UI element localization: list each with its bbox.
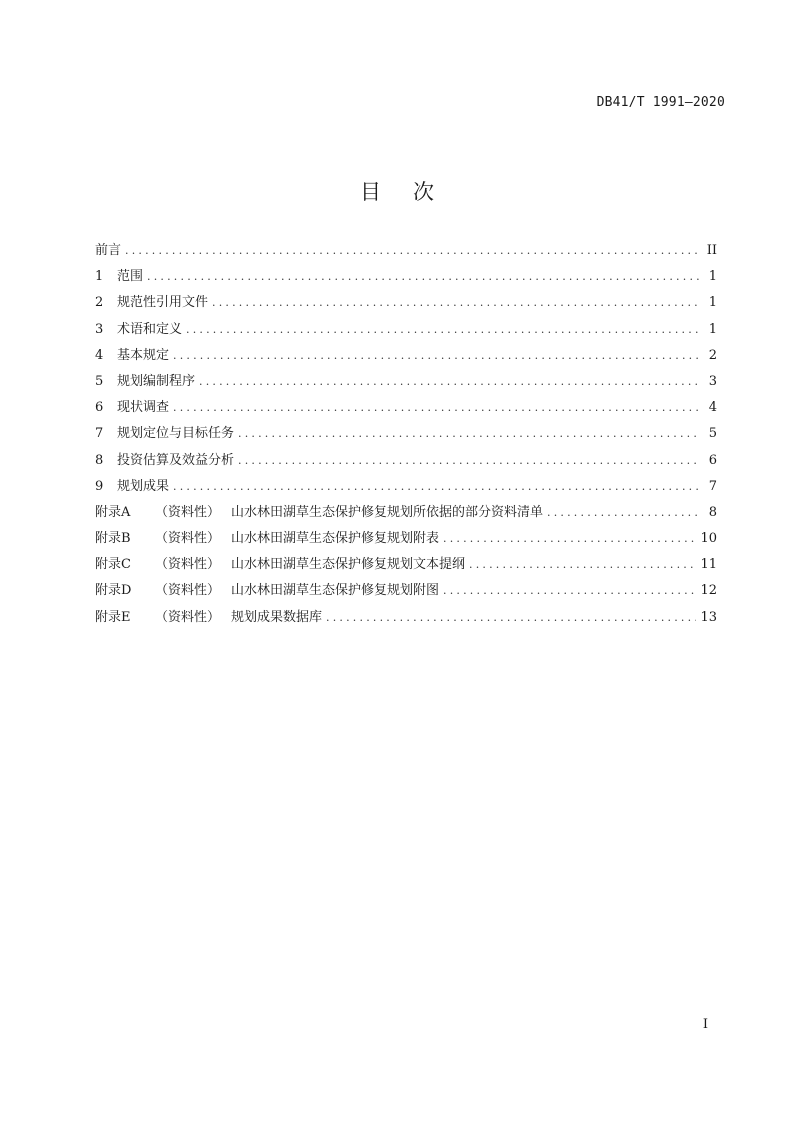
annex-type: （资料性） [155, 609, 221, 625]
toc-annex-a[interactable] [95, 501, 717, 527]
toc-leader-dots [238, 454, 699, 467]
toc-entry-page: 2 [708, 347, 717, 363]
toc-entry-label: 投资估算及效益分析 [117, 452, 235, 468]
toc-entry-8[interactable] [95, 449, 717, 475]
toc-entry-label: 前言 [95, 243, 122, 258]
toc-entry-label: 术语和定义 [117, 321, 183, 337]
toc-leader-dots [173, 401, 699, 414]
toc-leader-dots [547, 506, 699, 519]
toc-entry-number: 7 [95, 426, 104, 442]
annex-label: 山水林田湖草生态保护修复规划文本提纲 [231, 557, 466, 573]
annex-page: 12 [700, 583, 717, 599]
toc-entry-2[interactable] [95, 291, 717, 317]
toc-title-char-1: 目 [360, 180, 387, 204]
toc-annex-c[interactable] [95, 553, 717, 579]
toc-leader-dots [125, 244, 699, 257]
annex-id: 附录D [95, 583, 132, 599]
toc-entry-1[interactable] [95, 265, 717, 291]
toc-entry-page: 1 [708, 269, 717, 285]
toc-entry-page: 3 [708, 373, 717, 389]
annex-id: 附录C [95, 557, 131, 573]
annex-type: （资料性） [155, 557, 221, 573]
annex-label: 山水林田湖草生态保护修复规划附表 [231, 531, 440, 547]
toc-annex-b[interactable] [95, 527, 717, 553]
annex-label: 山水林田湖草生态保护修复规划所依据的部分资料清单 [231, 504, 544, 520]
toc-entry-label: 规划成果 [117, 478, 170, 494]
annex-type: （资料性） [155, 531, 221, 547]
toc-entry-page: 1 [708, 321, 717, 337]
annex-type: （资料性） [155, 583, 221, 599]
toc-leader-dots [238, 427, 699, 440]
toc-entry-label: 现状调查 [117, 400, 170, 416]
toc-entry-number: 1 [95, 269, 104, 285]
toc-title-char-2: 次 [413, 180, 440, 204]
annex-id: 附录B [95, 531, 131, 547]
annex-page: 11 [700, 557, 717, 573]
toc-entry-page: 1 [708, 295, 717, 311]
annex-label: 规划成果数据库 [231, 609, 323, 625]
toc-entry-7[interactable] [95, 422, 717, 448]
document-code: DB41/T 1991—2020 [596, 95, 725, 110]
annex-id: 附录A [95, 504, 131, 520]
annex-type: （资料性） [155, 504, 221, 520]
toc-entry-label: 规划定位与目标任务 [117, 426, 235, 442]
toc-entry-label: 范围 [117, 269, 144, 285]
toc-entry-label: 规范性引用文件 [117, 295, 209, 311]
toc-leader-dots [443, 532, 696, 545]
toc-entry-6[interactable] [95, 396, 717, 422]
toc-entry-number: 9 [95, 478, 104, 494]
toc-entry-label: 基本规定 [117, 347, 170, 363]
toc-annex-e[interactable] [95, 606, 717, 632]
toc-leader-dots [443, 584, 696, 597]
toc-entry-4[interactable] [95, 344, 717, 370]
toc-entry-label: 规划编制程序 [117, 373, 196, 389]
toc-leader-dots [469, 558, 696, 571]
toc-entry-foreword[interactable] [95, 239, 717, 265]
annex-page: 8 [708, 504, 717, 520]
toc-entry-9[interactable] [95, 475, 717, 501]
toc-entry-page: 5 [708, 426, 717, 442]
toc-annex-d[interactable] [95, 579, 717, 605]
toc-entry-5[interactable] [95, 370, 717, 396]
toc-entry-number: 5 [95, 373, 104, 389]
annex-page: 10 [700, 531, 717, 547]
toc-entry-page: 7 [708, 478, 717, 494]
toc-title [0, 176, 800, 206]
toc-entry-3[interactable] [95, 318, 717, 344]
page-number: I [702, 1017, 708, 1032]
annex-label: 山水林田湖草生态保护修复规划附图 [231, 583, 440, 599]
toc-list [95, 239, 717, 632]
toc-entry-number: 8 [95, 452, 104, 468]
toc-leader-dots [173, 480, 699, 493]
annex-id: 附录E [95, 609, 131, 625]
toc-leader-dots [326, 611, 696, 624]
toc-leader-dots [212, 296, 699, 309]
toc-entry-number: 4 [95, 347, 104, 363]
toc-entry-page: 4 [708, 400, 717, 416]
toc-leader-dots [147, 270, 699, 283]
toc-leader-dots [186, 323, 699, 336]
toc-leader-dots [199, 375, 699, 388]
toc-entry-number: 6 [95, 400, 104, 416]
toc-leader-dots [173, 349, 699, 362]
annex-page: 13 [700, 609, 717, 625]
toc-entry-number: 2 [95, 295, 104, 311]
toc-entry-number: 3 [95, 321, 104, 337]
toc-entry-page: 6 [708, 452, 717, 468]
toc-entry-page: II [706, 243, 717, 258]
